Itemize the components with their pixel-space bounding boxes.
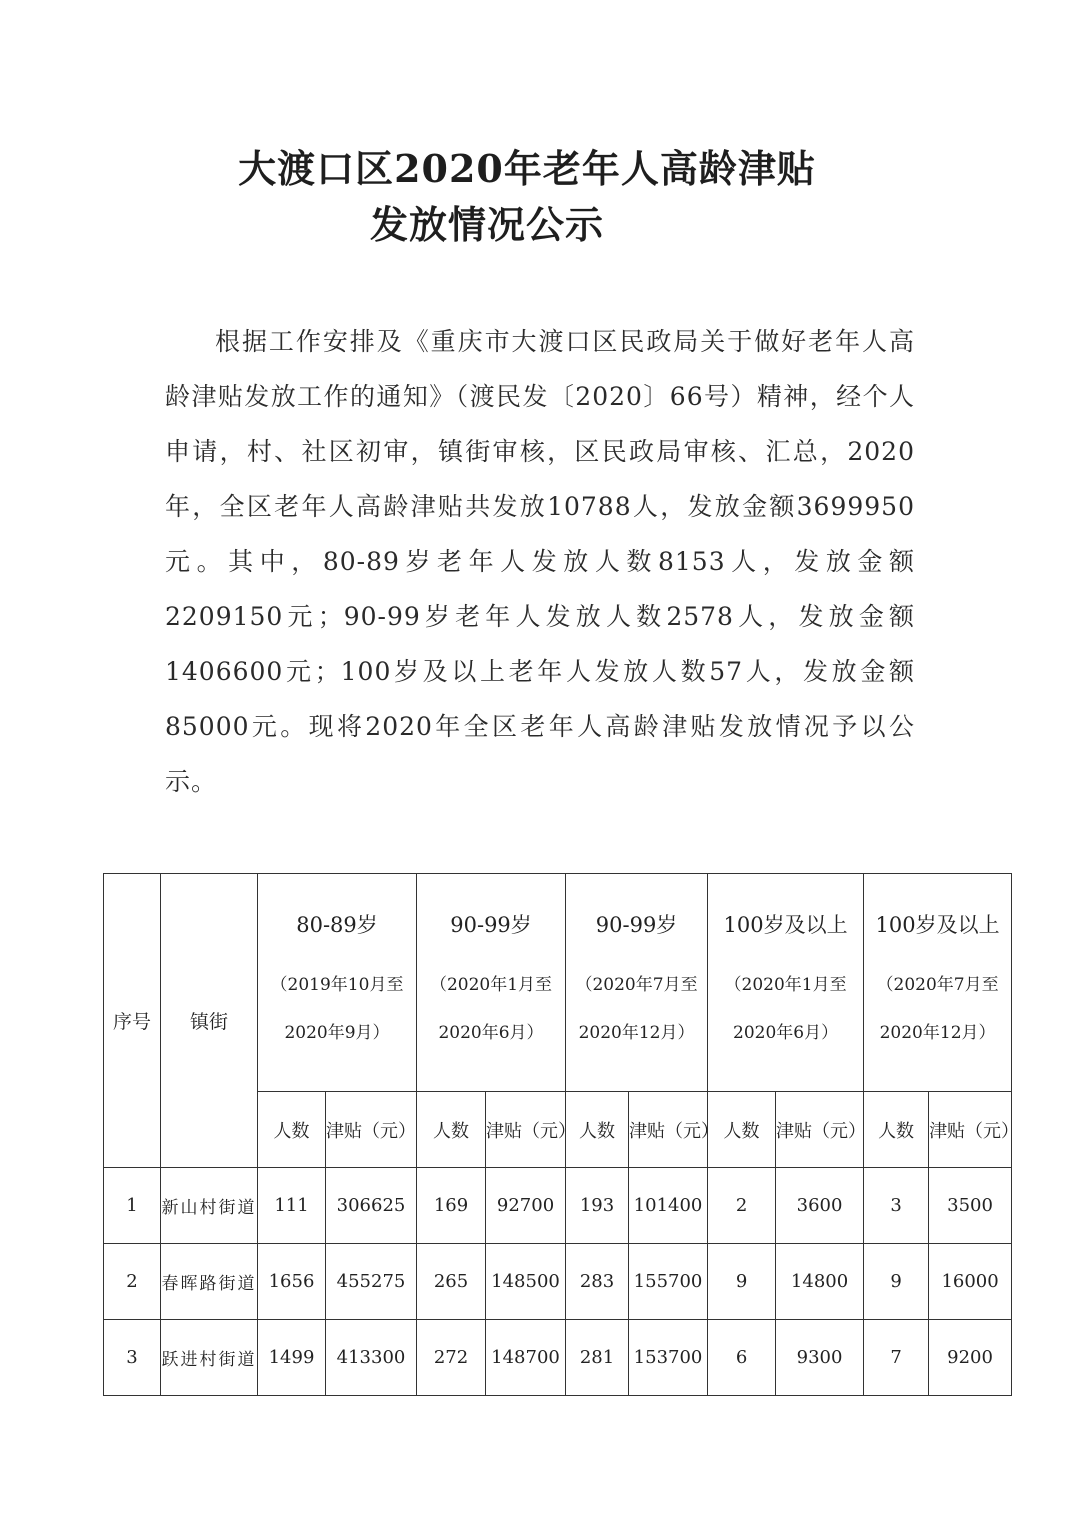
cell-count: 193 bbox=[566, 1168, 629, 1244]
document-title-line-1: 大渡口区2020年老年人高龄津贴 bbox=[238, 146, 816, 191]
cell-count: 9 bbox=[708, 1244, 776, 1320]
cell-count: 6 bbox=[708, 1320, 776, 1396]
cell-amount: 14800 bbox=[776, 1244, 864, 1320]
row-seq: 2 bbox=[104, 1244, 161, 1320]
announcement-body bbox=[165, 314, 915, 809]
group-age: 100岁及以上 bbox=[875, 912, 1000, 937]
announcement-paragraph: 根据工作安排及《重庆市大渡口区民政局关于做好老年人高龄津贴发放工作的通知》（渡民发〔2020〕66号）精神，经个人申请，村、社区初审，镇街审核，区民政局审核、汇总，2020年，全区老年人高龄津贴共发放10788人，发放金额3699950元。其中，80-89岁老年人发放人数8153人，发放金额2209150元；90-99岁老年人发放人数2578人，发放金额1406600元；100岁及以上老年人发放人数57人，发放金额85000元。现将2020年全区老年人高龄津贴发放情况予以公示。 bbox=[165, 327, 915, 796]
group-age: 90-99岁 bbox=[450, 912, 532, 937]
group-period: （2019年10月至2020年9月） bbox=[270, 974, 404, 1043]
cell-amount: 9300 bbox=[776, 1320, 864, 1396]
document-title-line-2: 发放情况公示 bbox=[369, 202, 604, 247]
header-group-4 bbox=[708, 874, 864, 1092]
cell-amount: 9200 bbox=[929, 1320, 1012, 1396]
cell-count: 9 bbox=[864, 1244, 929, 1320]
row-town: 春晖路街道 bbox=[161, 1244, 258, 1320]
cell-count: 1656 bbox=[258, 1244, 326, 1320]
allowance-table bbox=[103, 873, 1020, 1396]
group-age: 80-89岁 bbox=[296, 912, 378, 937]
group-age: 90-99岁 bbox=[595, 912, 678, 937]
cell-amount: 148700 bbox=[486, 1320, 566, 1396]
header-group-3 bbox=[566, 874, 708, 1092]
header-group-1 bbox=[258, 874, 417, 1092]
row-town: 跃进村街道 bbox=[161, 1320, 258, 1396]
table-header-row bbox=[104, 874, 1012, 1092]
group-period: （2020年1月至2020年6月） bbox=[429, 974, 553, 1043]
group-period: （2020年7月至2020年12月） bbox=[575, 974, 698, 1043]
cell-count: 272 bbox=[417, 1320, 486, 1396]
table-row bbox=[104, 1320, 1012, 1396]
row-seq: 3 bbox=[104, 1320, 161, 1396]
cell-amount: 101400 bbox=[629, 1168, 708, 1244]
group-period: （2020年1月至2020年6月） bbox=[724, 974, 847, 1043]
subheader-amount: 津贴（元） bbox=[929, 1092, 1012, 1168]
cell-count: 169 bbox=[417, 1168, 486, 1244]
group-period: （2020年7月至2020年12月） bbox=[876, 974, 999, 1043]
cell-amount: 153700 bbox=[629, 1320, 708, 1396]
table-row bbox=[104, 1244, 1012, 1320]
subheader-count: 人数 bbox=[708, 1092, 776, 1168]
cell-count: 111 bbox=[258, 1168, 326, 1244]
header-town: 镇街 bbox=[161, 874, 258, 1168]
cell-count: 2 bbox=[708, 1168, 776, 1244]
cell-count: 3 bbox=[864, 1168, 929, 1244]
cell-amount: 16000 bbox=[929, 1244, 1012, 1320]
subheader-amount: 津贴（元） bbox=[486, 1092, 566, 1168]
header-group-2 bbox=[417, 874, 566, 1092]
cell-amount: 155700 bbox=[629, 1244, 708, 1320]
cell-count: 265 bbox=[417, 1244, 486, 1320]
cell-amount: 455275 bbox=[326, 1244, 417, 1320]
subheader-count: 人数 bbox=[258, 1092, 326, 1168]
cell-count: 281 bbox=[566, 1320, 629, 1396]
cell-count: 283 bbox=[566, 1244, 629, 1320]
cell-amount: 3500 bbox=[929, 1168, 1012, 1244]
cell-amount: 92700 bbox=[486, 1168, 566, 1244]
subheader-amount: 津贴（元） bbox=[326, 1092, 417, 1168]
header-group-5 bbox=[864, 874, 1012, 1092]
table-row bbox=[104, 1168, 1012, 1244]
subheader-count: 人数 bbox=[566, 1092, 629, 1168]
cell-count: 1499 bbox=[258, 1320, 326, 1396]
cell-amount: 413300 bbox=[326, 1320, 417, 1396]
cell-amount: 3600 bbox=[776, 1168, 864, 1244]
subheader-amount: 津贴（元） bbox=[629, 1092, 708, 1168]
cell-amount: 148500 bbox=[486, 1244, 566, 1320]
subheader-count: 人数 bbox=[417, 1092, 486, 1168]
group-age: 100岁及以上 bbox=[723, 912, 848, 937]
cell-amount: 306625 bbox=[326, 1168, 417, 1244]
cell-count: 7 bbox=[864, 1320, 929, 1396]
row-town: 新山村街道 bbox=[161, 1168, 258, 1244]
header-seq: 序号 bbox=[104, 874, 161, 1168]
subheader-amount: 津贴（元） bbox=[776, 1092, 864, 1168]
subheader-count: 人数 bbox=[864, 1092, 929, 1168]
row-seq: 1 bbox=[104, 1168, 161, 1244]
